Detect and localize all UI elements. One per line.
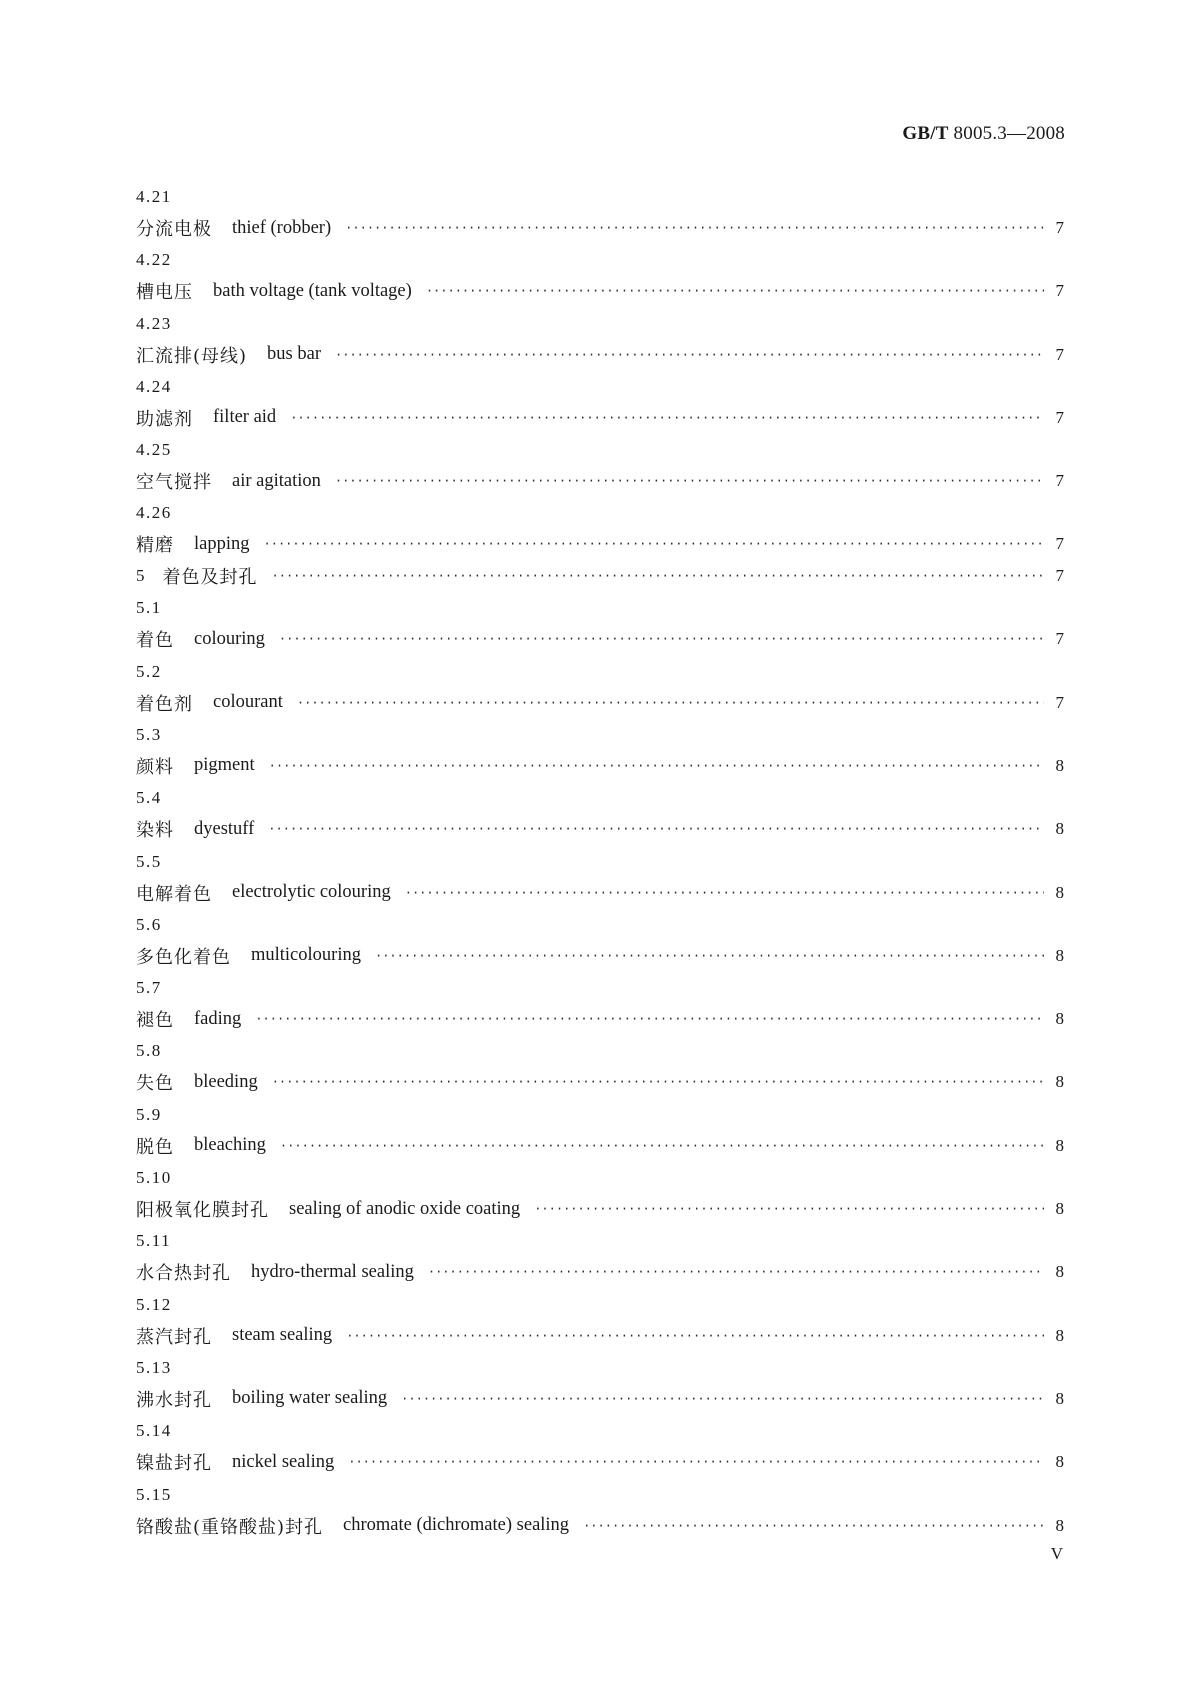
- clause-number: 5.7: [136, 978, 162, 998]
- term-en: bus bar: [267, 344, 321, 365]
- entry-line: [136, 750, 1064, 782]
- clause-number: 5.13: [136, 1357, 172, 1377]
- dot-leader: [428, 1265, 1044, 1279]
- dot-leader: [290, 411, 1044, 425]
- dot-leader: [534, 1202, 1044, 1216]
- page-ref: 7: [1055, 534, 1064, 554]
- term-zh: 颜料: [136, 756, 174, 778]
- term-en: boiling water sealing: [232, 1388, 388, 1409]
- toc-entry-5-8[interactable]: [136, 1035, 1064, 1098]
- clause-number: 5.1: [136, 598, 162, 618]
- clause-number: 4.23: [136, 313, 172, 333]
- term-en: nickel sealing: [232, 1451, 335, 1472]
- dot-leader: [335, 348, 1044, 362]
- term-en: lapping: [194, 533, 250, 554]
- term-en: pigment: [194, 755, 255, 776]
- term-zh: 蒸汽封孔: [136, 1326, 212, 1348]
- dot-leader: [346, 1329, 1044, 1343]
- term-zh: 脱色: [136, 1136, 174, 1158]
- term-en: fading: [194, 1008, 242, 1029]
- entry-line: [136, 1066, 1064, 1098]
- page-ref: 7: [1055, 281, 1064, 301]
- clause-number: 5.12: [136, 1294, 172, 1314]
- toc-entry-5-10[interactable]: [136, 1162, 1064, 1225]
- toc-entry-5-12[interactable]: [136, 1289, 1064, 1352]
- page-ref: 7: [1055, 692, 1064, 712]
- term-en: filter aid: [213, 407, 277, 428]
- toc-entry-5-1[interactable]: [136, 592, 1064, 655]
- term-en: colouring: [194, 628, 265, 649]
- clause-number: 5.15: [136, 1484, 172, 1504]
- term-en: sealing of anodic oxide coating: [289, 1198, 521, 1219]
- chapter-number: 5: [136, 566, 145, 586]
- dot-leader: [279, 632, 1044, 646]
- chapter-line: [136, 561, 1064, 592]
- page-ref: 8: [1055, 1452, 1064, 1472]
- dot-leader: [375, 949, 1044, 963]
- term-zh: 多色化着色: [136, 946, 231, 968]
- entry-line: [136, 1383, 1064, 1415]
- toc-chapter-5[interactable]: [136, 561, 1064, 593]
- term-en: chromate (dichromate) sealing: [343, 1515, 570, 1536]
- dot-leader: [345, 221, 1044, 235]
- clause-number: 5.11: [136, 1231, 172, 1251]
- toc-entry-5-13[interactable]: [136, 1352, 1064, 1415]
- term-en: bleeding: [194, 1071, 258, 1092]
- entry-line: [136, 1320, 1064, 1352]
- entry-line: [136, 1130, 1064, 1162]
- entry-line: [136, 275, 1064, 307]
- dot-leader: [297, 696, 1044, 710]
- toc-entry-5-2[interactable]: [136, 656, 1064, 719]
- term-zh: 阳极氧化膜封孔: [136, 1200, 269, 1222]
- page-ref: 8: [1055, 755, 1064, 775]
- page-ref: 8: [1055, 1325, 1064, 1345]
- entry-line: [136, 212, 1064, 244]
- toc-entry-5-3[interactable]: [136, 719, 1064, 782]
- toc-entry-4-24[interactable]: [136, 371, 1064, 434]
- dot-leader: [583, 1519, 1044, 1533]
- page-ref: 8: [1055, 1135, 1064, 1155]
- toc-entry-5-9[interactable]: [136, 1099, 1064, 1162]
- toc-entry-4-22[interactable]: [136, 244, 1064, 307]
- term-zh: 沸水封孔: [136, 1389, 212, 1411]
- clause-number: 5.9: [136, 1104, 162, 1124]
- entry-line: [136, 1446, 1064, 1478]
- entry-line: [136, 623, 1064, 655]
- clause-number: 5.6: [136, 914, 162, 934]
- toc-entry-5-7[interactable]: [136, 972, 1064, 1035]
- page-ref: 8: [1055, 1072, 1064, 1092]
- clause-number: 4.26: [136, 503, 172, 523]
- toc-entry-4-21[interactable]: [136, 181, 1064, 244]
- term-en: hydro-thermal sealing: [251, 1261, 414, 1282]
- standard-code: [902, 123, 1065, 145]
- dot-leader: [348, 1455, 1044, 1469]
- chapter-title: 着色及封孔: [162, 567, 258, 589]
- term-en: dyestuff: [194, 818, 255, 839]
- dot-leader: [401, 1392, 1044, 1406]
- term-zh: 槽电压: [136, 282, 193, 304]
- term-zh: 失色: [136, 1073, 174, 1095]
- term-zh: 电解着色: [136, 883, 212, 905]
- clause-number: 5.5: [136, 851, 162, 871]
- toc-entry-5-4[interactable]: [136, 782, 1064, 845]
- toc-entry-5-6[interactable]: [136, 909, 1064, 972]
- clause-number: 4.24: [136, 376, 172, 396]
- page-ref: 7: [1055, 629, 1064, 649]
- term-zh: 分流电极: [136, 219, 212, 240]
- toc-entry-5-5[interactable]: [136, 846, 1064, 909]
- term-zh: 镍盐封孔: [136, 1453, 212, 1475]
- clause-number: 5.2: [136, 661, 162, 681]
- page-ref: 7: [1055, 218, 1064, 237]
- page-ref: 7: [1055, 344, 1064, 364]
- term-en: colourant: [213, 692, 283, 713]
- term-en: steam sealing: [232, 1325, 333, 1346]
- page-ref: 8: [1055, 819, 1064, 839]
- page-number: V: [1050, 1544, 1063, 1563]
- term-en: multicolouring: [251, 945, 361, 966]
- clause-number: 5.4: [136, 788, 162, 808]
- clause-number: 4.21: [136, 187, 172, 206]
- term-zh: 助滤剂: [136, 408, 193, 430]
- standard-prefix: GB/T: [902, 123, 949, 144]
- toc-entry-5-11[interactable]: [136, 1225, 1064, 1288]
- term-en: thief (robber): [232, 217, 332, 238]
- toc-entry-4-23[interactable]: [136, 308, 1064, 371]
- term-en: bleaching: [194, 1135, 266, 1156]
- toc-entry-4-25[interactable]: [136, 434, 1064, 497]
- dot-leader: [426, 284, 1044, 298]
- toc-entry-5-15[interactable]: [136, 1479, 1064, 1542]
- clause-number: 5.14: [136, 1421, 172, 1441]
- toc-entry-4-26[interactable]: [136, 497, 1064, 560]
- dot-leader: [264, 537, 1045, 551]
- entry-line: [136, 1510, 1064, 1542]
- entry-line: [136, 339, 1064, 371]
- dot-leader: [272, 569, 1045, 583]
- page-ref: 8: [1055, 1009, 1064, 1029]
- dot-leader: [405, 886, 1044, 900]
- term-en: air agitation: [232, 470, 321, 491]
- page-ref: 7: [1055, 471, 1064, 491]
- term-en: electrolytic colouring: [232, 882, 391, 903]
- entry-line: [136, 528, 1064, 560]
- page-ref: 7: [1055, 407, 1064, 427]
- page-ref: 7: [1055, 566, 1064, 586]
- term-zh: 着色剂: [136, 693, 193, 715]
- term-zh: 水合热封孔: [136, 1263, 231, 1285]
- dot-leader: [272, 1075, 1044, 1089]
- entry-line: [136, 877, 1064, 909]
- page-ref: 8: [1055, 1199, 1064, 1219]
- term-zh: 铬酸盐(重铬酸盐)封孔: [136, 1516, 324, 1538]
- toc-entry-5-14[interactable]: [136, 1415, 1064, 1478]
- entry-line: [136, 402, 1064, 434]
- term-zh: 汇流排(母线): [136, 345, 248, 367]
- page-ref: 8: [1055, 1388, 1064, 1408]
- page-ref: 8: [1055, 945, 1064, 965]
- page-ref: 8: [1055, 882, 1064, 902]
- term-zh: 褪色: [136, 1010, 174, 1032]
- term-en: bath voltage (tank voltage): [213, 280, 412, 301]
- entry-line: [136, 1193, 1064, 1225]
- clause-number: 5.8: [136, 1041, 162, 1061]
- standard-number: 8005.3—2008: [953, 123, 1065, 144]
- page-ref: 8: [1055, 1515, 1064, 1535]
- entry-line: [136, 940, 1064, 972]
- dot-leader: [269, 759, 1044, 773]
- clause-number: 5.10: [136, 1168, 172, 1188]
- term-zh: 精磨: [136, 535, 174, 557]
- clause-number: 5.3: [136, 724, 162, 744]
- entry-line: [136, 1256, 1064, 1288]
- clause-number: 4.22: [136, 250, 172, 270]
- clause-number: 4.25: [136, 440, 172, 460]
- entry-line: [136, 465, 1064, 497]
- dot-leader: [255, 1012, 1044, 1026]
- dot-leader: [268, 822, 1044, 836]
- term-zh: 染料: [136, 820, 174, 842]
- dot-leader: [335, 474, 1044, 488]
- table-of-contents: [136, 181, 1064, 1542]
- entry-line: [136, 687, 1064, 719]
- entry-line: [136, 1003, 1064, 1035]
- term-zh: 着色: [136, 630, 174, 652]
- dot-leader: [280, 1139, 1044, 1153]
- entry-line: [136, 813, 1064, 845]
- term-zh: 空气搅拌: [136, 472, 212, 494]
- page-ref: 8: [1055, 1262, 1064, 1282]
